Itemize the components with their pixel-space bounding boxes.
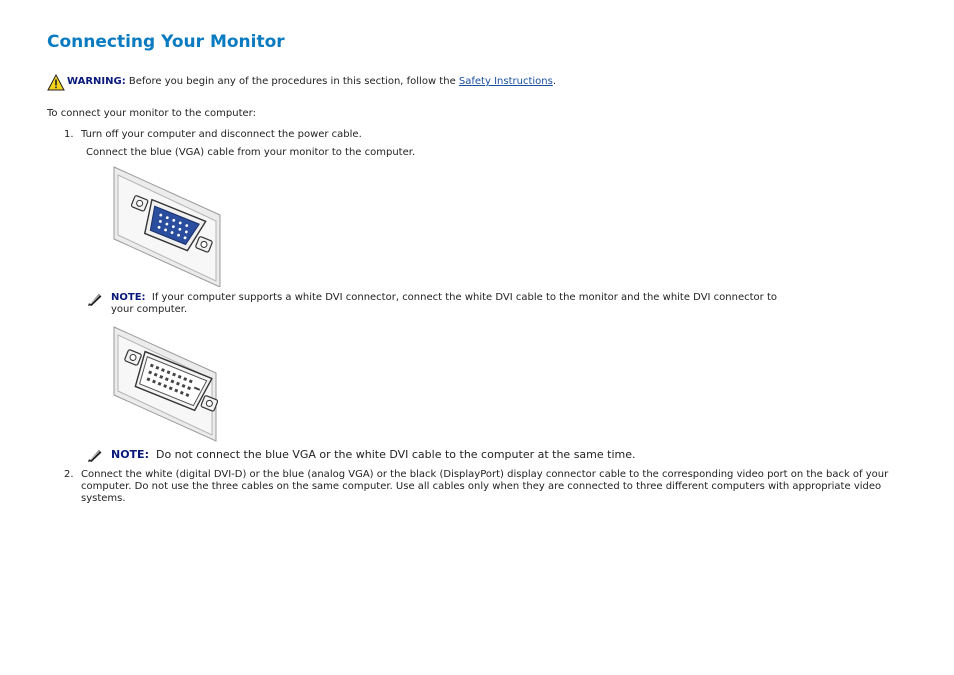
step-2-line-2: computer. Do not use the three cables on the same computer. Use all cables only when they are connected to three different computers with appropriate video bbox=[81, 481, 882, 492]
note-2-text: Do not connect the blue VGA or the white DVI cable to the computer at the same time. bbox=[155, 448, 636, 461]
warning-icon bbox=[47, 74, 65, 91]
note-2 bbox=[111, 449, 636, 461]
warning-text: Before you begin any of the procedures in this section, follow the bbox=[128, 76, 456, 87]
dvi-connector-illustration bbox=[110, 325, 222, 443]
step-1-number: 1. bbox=[64, 129, 74, 140]
warning-label: WARNING: bbox=[67, 76, 126, 87]
note-1-line-1: If your computer supports a white DVI connector, connect the white DVI cable to the monitor and the white DVI connector to bbox=[151, 292, 777, 303]
warning-end: . bbox=[552, 76, 556, 87]
step-1-subtext: Connect the blue (VGA) cable from your monitor to the computer. bbox=[86, 147, 416, 158]
intro-text: To connect your monitor to the computer: bbox=[47, 108, 256, 119]
note-1 bbox=[111, 292, 831, 316]
step-2-line-1: Connect the white (digital DVI-D) or the blue (analog VGA) or the black (DisplayPort) display connector cable to the corresponding video port on the back of your bbox=[81, 469, 889, 480]
step-2-number: 2. bbox=[64, 469, 74, 480]
vga-connector-illustration bbox=[110, 165, 222, 287]
note-icon bbox=[87, 448, 103, 462]
note-2-label: NOTE: bbox=[111, 448, 149, 461]
step-2-text bbox=[81, 469, 931, 505]
step-2-line-3: systems. bbox=[81, 493, 126, 504]
note-1-label: NOTE: bbox=[111, 292, 146, 303]
page-title: Connecting Your Monitor bbox=[47, 32, 285, 52]
safety-instructions-link[interactable]: Safety Instructions bbox=[458, 76, 553, 87]
note-1-line-2: your computer. bbox=[111, 304, 188, 315]
note-icon bbox=[87, 292, 103, 306]
step-1-text: Turn off your computer and disconnect the power cable. bbox=[81, 129, 362, 140]
